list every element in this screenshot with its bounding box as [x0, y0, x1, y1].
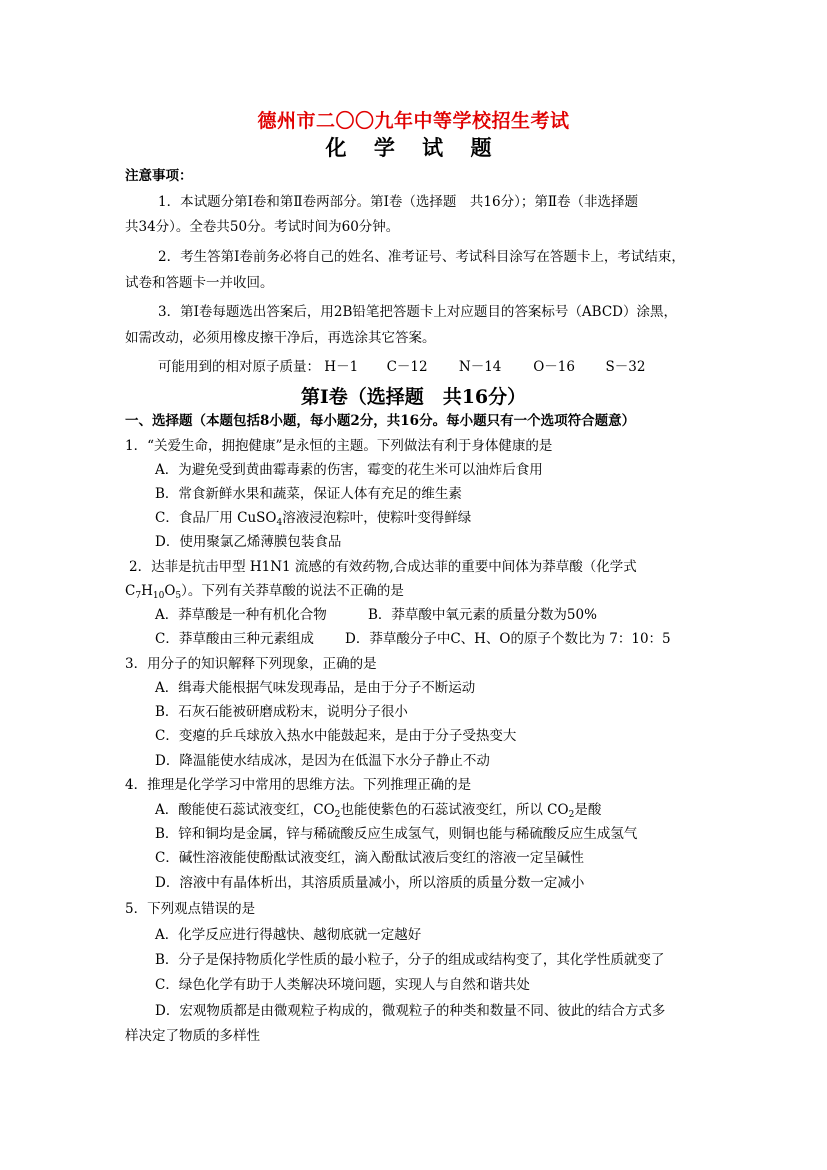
q5-option-a: A．化学反应进行得越快、越彻底就一定越好 — [155, 927, 422, 943]
q4-option-a — [155, 801, 601, 819]
q4-option-c: C．碱性溶液能使酚酞试液变红，滴入酚酞试液后变红的溶液一定呈碱性 — [155, 850, 584, 866]
q4-option-a-sub-1: 2 — [334, 810, 341, 820]
q5-option-d-line-2: 样决定了物质的多样性 — [125, 1028, 260, 1044]
notice-item-2-line-1: 2．考生答第Ⅰ卷前务必将自己的姓名、准考证号、考试科目涂写在答题卡上，考试结束， — [158, 249, 685, 265]
q4-option-a-sub-2: 2 — [568, 810, 575, 820]
q1-option-c-pre: C．食品厂用 CuSO — [155, 510, 277, 526]
q2-formula-c: C — [125, 583, 136, 599]
q2-stem: 2．达菲是抗击甲型 H1N1 流感的有效药物,合成达菲的重要中间体为莽草酸（化学式 — [129, 559, 637, 575]
q4-option-a-pre: A．酸能使石蕊试液变红，CO — [155, 802, 335, 818]
q3-option-a: A．缉毒犬能根据气味发现毒品，是由于分子不断运动 — [155, 680, 476, 696]
q4-option-a-post: 是酸 — [574, 802, 602, 818]
q2-formula-h-sub: 10 — [152, 591, 165, 601]
notice-item-1-line-2: 共34分）。全卷共50分。考试时间为60分钟。 — [125, 219, 400, 235]
q1-option-c — [155, 509, 471, 527]
q2-formula-o: O — [164, 583, 176, 599]
notice-item-3-line-1: 3．第Ⅰ卷每题选出答案后，用2B铅笔把答题卡上对应题目的答案标号（ABCD）涂黑， — [158, 304, 678, 320]
q1-option-a: A．为避免受到黄曲霉毒素的伤害，霉变的花生米可以油炸后食用 — [155, 462, 543, 478]
q2-formula-o-sub: 5 — [175, 591, 182, 601]
notice-item-2-line-2: 试卷和答题卡一并收回。 — [125, 275, 274, 291]
atomic-mass-n: N－14 — [458, 359, 502, 375]
atomic-masses-label: 可能用到的相对原子质量： — [158, 359, 320, 375]
q4-option-d: D．溶液中有晶体析出，其溶质质量减小，所以溶质的质量分数一定减小 — [155, 875, 585, 891]
atomic-masses-line — [158, 358, 645, 376]
q2-option-c: C．莽草酸由三种元素组成 — [155, 631, 314, 647]
q1-option-b: B．常食新鲜水果和蔬菜，保证人体有充足的维生素 — [155, 486, 462, 502]
q1-option-d: D．使用聚氯乙烯薄膜包装食品 — [155, 534, 342, 550]
q3-option-d: D．降温能使水结成冰，是因为在低温下水分子静止不动 — [155, 753, 490, 769]
q1-option-c-sub: 4 — [276, 518, 283, 528]
q2-option-d: D．莽草酸分子中C、H、O的原子个数比为 7：10：5 — [345, 631, 671, 647]
q5-option-c: C．绿色化学有助于人类解决环境问题，实现人与自然和谐共处 — [155, 977, 530, 993]
q3-stem: 3．用分子的知识解释下列现象，正确的是 — [125, 656, 377, 672]
q3-option-c: C．变瘪的乒乓球放入热水中能鼓起来，是由于分子受热变大 — [155, 728, 517, 744]
q2-option-b: B．莽草酸中氧元素的质量分数为50% — [368, 607, 597, 623]
atomic-mass-c: C－12 — [386, 359, 428, 375]
notice-item-3-line-2: 如需改动，必须用橡皮擦干净后，再选涂其它答案。 — [125, 330, 436, 346]
q2-stem-line-2 — [125, 582, 404, 600]
subject-title: 化 学 试 题 — [325, 135, 502, 160]
section-1-instruction: 一、选择题（本题包括8小题，每小题2分，共16分。每小题只有一个选项符合题意） — [125, 413, 636, 429]
q5-option-d-line-1: D．宏观物质都是由微观粒子构成的，微观粒子的种类和数量不同、彼此的结合方式多 — [155, 1003, 666, 1019]
q4-option-a-mid: 也能使紫色的石蕊试液变红，所以 CO — [340, 802, 569, 818]
notice-item-1-line-1: 1．本试题分第Ⅰ卷和第Ⅱ卷两部分。第Ⅰ卷（选择题 共16分）；第Ⅱ卷（非选择题 — [158, 194, 639, 210]
q3-option-b: B．石灰石能被研磨成粉末，说明分子很小 — [155, 704, 408, 720]
section-1-title: 第Ⅰ卷（选择题 共16分） — [300, 386, 527, 408]
atomic-mass-h: H－1 — [324, 359, 359, 375]
notice-heading: 注意事项： — [125, 168, 193, 184]
q5-stem: 5．下列观点错误的是 — [125, 901, 256, 917]
atomic-mass-o: O－16 — [533, 359, 575, 375]
q2-formula-h: H — [141, 583, 153, 599]
q2-formula-c-sub: 7 — [135, 591, 142, 601]
q5-option-b: B．分子是保持物质化学性质的最小粒子，分子的组成或结构变了，其化学性质就变了 — [155, 952, 665, 968]
q2-option-a: A．莽草酸是一种有机化合物 — [155, 607, 327, 623]
q1-stem: 1．“关爱生命，拥抱健康”是永恒的主题。下列做法有利于身体健康的是 — [125, 438, 553, 454]
atomic-mass-s: S－32 — [605, 359, 646, 375]
q4-option-b: B．锌和铜均是金属，锌与稀硫酸反应生成氢气，则铜也能与稀硫酸反应生成氢气 — [155, 826, 638, 842]
exam-title: 德州市二〇〇九年中等学校招生考试 — [257, 110, 570, 132]
q1-option-c-post: 溶液浸泡粽叶，使粽叶变得鲜绿 — [282, 510, 472, 526]
q2-stem-tail: ）。下列有关莽草酸的说法不正确的是 — [181, 583, 404, 599]
q4-stem: 4．推理是化学学习中常用的思维方法。下列推理正确的是 — [125, 777, 472, 793]
